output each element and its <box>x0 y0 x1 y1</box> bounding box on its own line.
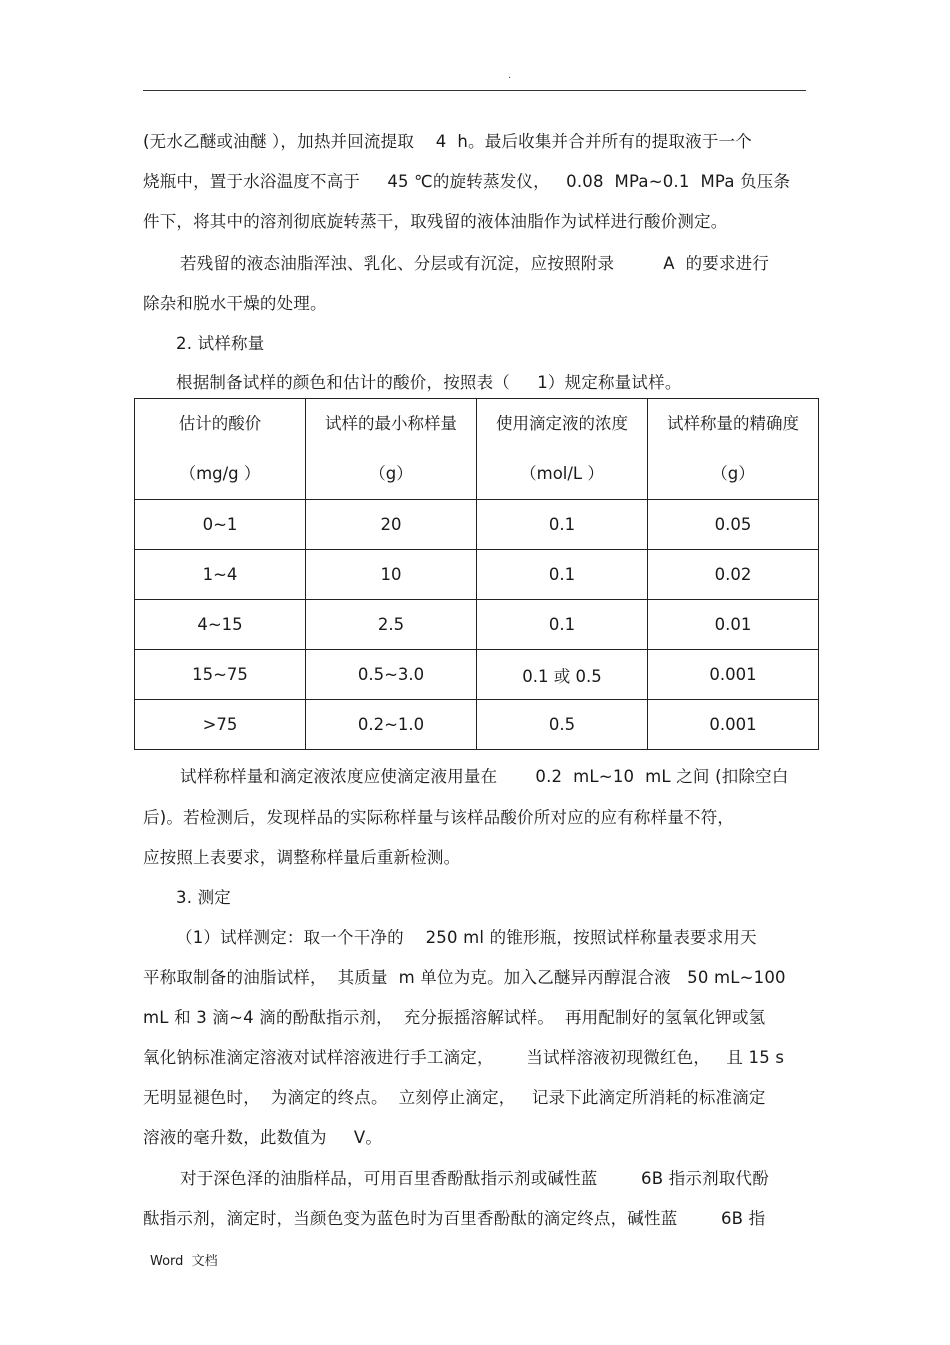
table-cell: 20 <box>306 500 477 550</box>
table-cell: 0.2~1.0 <box>306 700 477 750</box>
paragraph-line: 溶液的毫升数，此数值为 V。 <box>143 1128 383 1147</box>
paragraph-line: （1）试样测定：取一个干净的 250 ml 的锥形瓶，按照试样称量表要求用天 <box>176 928 757 947</box>
paragraph-line: 后)。若检测后，发现样品的实际称样量与该样品酸价所对应的应有称样量不符， <box>143 808 735 827</box>
table-cell: 0.05 <box>648 500 819 550</box>
paragraph-line: 酞指示剂，滴定时，当颜色变为蓝色时为百里香酚酞的滴定终点，碱性蓝 6B 指 <box>143 1209 766 1228</box>
table-cell: >75 <box>135 700 306 750</box>
paragraph-line: 若残留的液态油脂浑浊、乳化、分层或有沉淀，应按照附录 A 的要求进行 <box>180 254 770 273</box>
paragraph-line: 烧瓶中，置于水浴温度不高于 45 ℃的旋转蒸发仪， 0.08 MPa~0.1 MPa 负压条 <box>143 172 791 191</box>
header-rule <box>143 90 806 91</box>
table-cell: 0.5~3.0 <box>306 650 477 700</box>
sample-weight-table <box>134 398 819 750</box>
header-cell: 使用滴定液的浓度 （mol/L ） <box>477 399 648 500</box>
table-cell: 0.1 <box>477 600 648 650</box>
footer-label: Word 文档 <box>150 1254 218 1269</box>
table-row <box>135 600 819 650</box>
header-dot: . <box>508 70 512 81</box>
table-cell: 0.001 <box>648 700 819 750</box>
table-cell: 15~75 <box>135 650 306 700</box>
paragraph-line: 试样称样量和滴定液浓度应使滴定液用量在 0.2 mL~10 mL 之间 (扣除空白 <box>180 767 789 786</box>
table-cell: 4~15 <box>135 600 306 650</box>
table-cell: 1~4 <box>135 550 306 600</box>
table-cell: 0.01 <box>648 600 819 650</box>
table-cell: 0.5 <box>477 700 648 750</box>
table-cell: 10 <box>306 550 477 600</box>
section-heading-3: 3. 测定 <box>176 888 231 907</box>
table-cell: 0.1 <box>477 550 648 600</box>
paragraph-line: 件下，将其中的溶剂彻底旋转蒸干，取残留的液体油脂作为试样进行酸价测定。 <box>143 212 728 231</box>
table-cell: 0.02 <box>648 550 819 600</box>
table-cell: 0~1 <box>135 500 306 550</box>
table-row <box>135 550 819 600</box>
header-cell: 试样的最小称样量 （g） <box>306 399 477 500</box>
paragraph-line: 根据制备试样的颜色和估计的酸价，按照表（ 1）规定称量试样。 <box>176 373 682 392</box>
paragraph-line: 平称取制备的油脂试样， 其质量 m 单位为克。加入乙醚异丙醇混合液 50 mL~100 <box>143 968 786 987</box>
header-cell: 试样称量的精确度 （g） <box>648 399 819 500</box>
header-cell: 估计的酸价 （mg/g ） <box>135 399 306 500</box>
paragraph-line: 无明显褪色时， 为滴定的终点。 立刻停止滴定， 记录下此滴定所消耗的标准滴定 <box>143 1088 766 1107</box>
table-row <box>135 650 819 700</box>
paragraph-line: 氧化钠标准滴定溶液对试样溶液进行手工滴定， 当试样溶液初现微红色， 且 15 s <box>143 1048 785 1067</box>
table-cell: 0.1 或 0.5 <box>477 650 648 700</box>
section-heading-2: 2. 试样称量 <box>176 334 265 353</box>
table-cell: 2.5 <box>306 600 477 650</box>
table-row <box>135 700 819 750</box>
paragraph-line: mL 和 3 滴~4 滴的酚酞指示剂， 充分振摇溶解试样。 再用配制好的氢氧化钾或氢 <box>143 1008 766 1027</box>
table-cell: 0.1 <box>477 500 648 550</box>
paragraph-line: 应按照上表要求，调整称样量后重新检测。 <box>143 848 461 867</box>
paragraph-line: 对于深色泽的油脂样品，可用百里香酚酞指示剂或碱性蓝 6B 指示剂取代酚 <box>180 1169 769 1188</box>
table-header-row <box>135 399 819 500</box>
table-row <box>135 500 819 550</box>
paragraph-line: 除杂和脱水干燥的处理。 <box>143 294 327 313</box>
paragraph-line: (无水乙醚或油醚 ），加热并回流提取 4 h。最后收集并合并所有的提取液于一个 <box>143 132 752 151</box>
table-cell: 0.001 <box>648 650 819 700</box>
